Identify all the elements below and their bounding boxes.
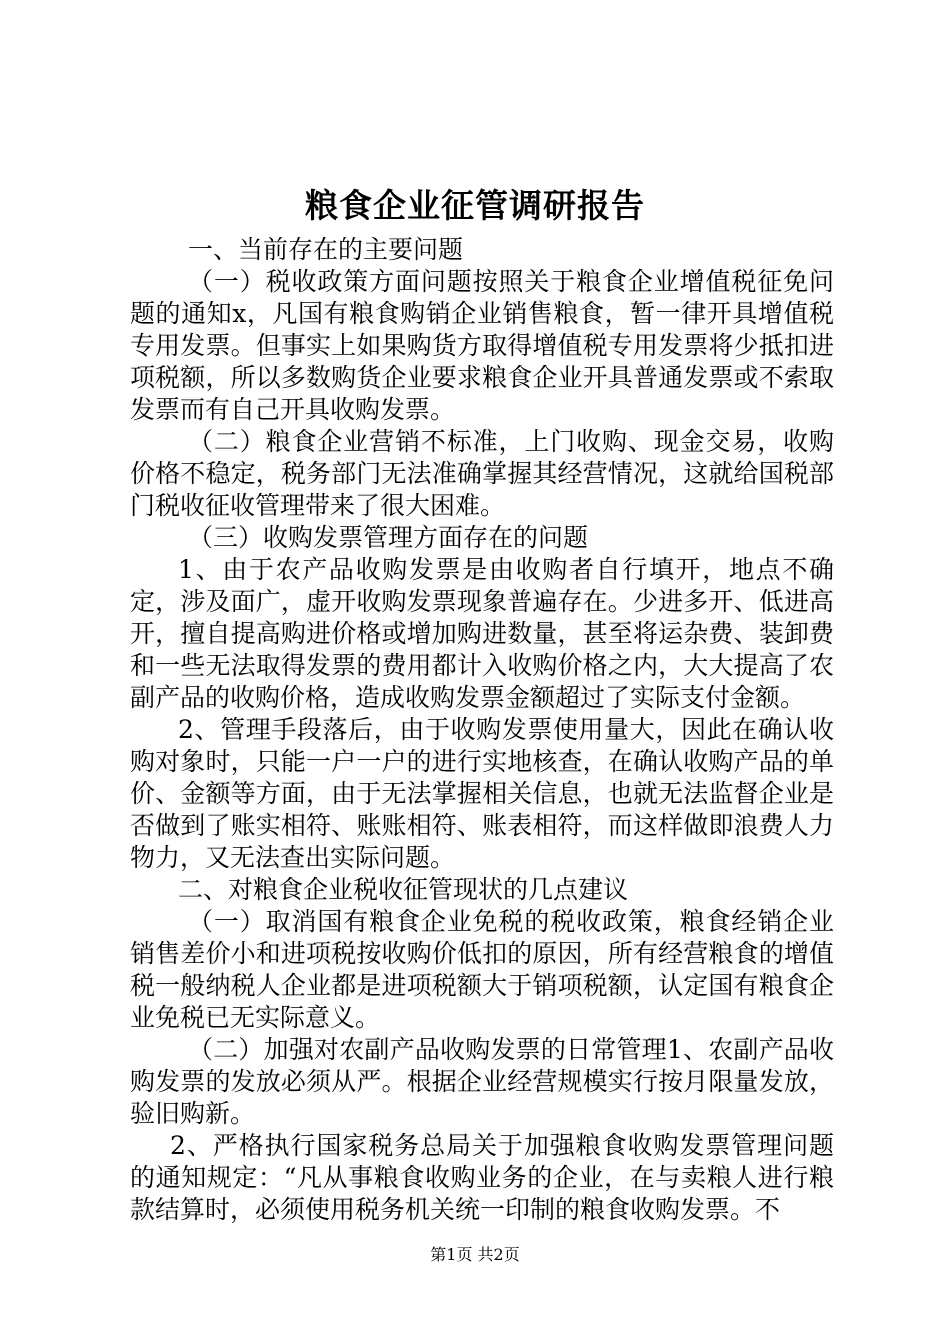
- section-heading-2: 二、对粮食企业税收征管现状的几点建议: [178, 875, 629, 904]
- paragraph: 2、严格执行国家税务总局关于加强粮食收购发票管理问题的通知规定：“凡从事粮食收购业务的企业，在与卖粮人进行粮款结算时，必须使用税务机关统一印制的粮食收购发票。不: [130, 1131, 834, 1224]
- paragraph: 1、由于农产品收购发票是由收购者自行填开，地点不确定，涉及面广，虚开收购发票现象普遍存在。少进多开、低进高开，擅自提高购进价格或增加购进数量，甚至将运杂费、装卸费和一些无法取得发票的费用都计入收购价格之内，大大提高了农副产品的收购价格，造成收购发票金额超过了实际支付金额。: [130, 555, 834, 712]
- section-heading-1: 一、当前存在的主要问题: [188, 235, 464, 264]
- paragraph: （二）加强对农副产品收购发票的日常管理1、农副产品收购发票的发放必须从严。根据企业经营规模实行按月限量发放，验旧购新。: [130, 1035, 834, 1128]
- paragraph: （一）取消国有粮食企业免税的税收政策，粮食经销企业销售差价小和进项税按收购价低扣的原因，所有经营粮食的增值税一般纳税人企业都是进项税额大于销项税额，认定国有粮食企业免税已无实际意义。: [130, 907, 834, 1032]
- paragraph: （二）粮食企业营销不标准，上门收购、现金交易，收购价格不稳定，税务部门无法准确掌握其经营情况，这就给国税部门税收征收管理带来了很大困难。: [130, 427, 834, 520]
- paragraph: 2、管理手段落后，由于收购发票使用量大，因此在确认收购对象时，只能一户一户的进行实地核查，在确认收购产品的单价、金额等方面，由于无法掌握相关信息，也就无法监督企业是否做到了账实相符、账账相符、账表相符，而这样做即浪费人力物力，又无法查出实际问题。: [130, 715, 834, 872]
- subsection-heading: （三）收购发票管理方面存在的问题: [188, 523, 589, 552]
- paragraph: （一）税收政策方面问题按照关于粮食企业增值税征免问题的通知x，凡国有粮食购销企业销售粮食，暂一律开具增值税专用发票。但事实上如果购货方取得增值税专用发票将少抵扣进项税额，所以多数购货企业要求粮食企业开具普通发票或不索取发票而有自己开具收购发票。: [130, 267, 834, 424]
- document-title: 粮食企业征管调研报告: [305, 186, 645, 225]
- document-body: [130, 234, 834, 1226]
- page-number: 第1页 共2页: [430, 1245, 520, 1264]
